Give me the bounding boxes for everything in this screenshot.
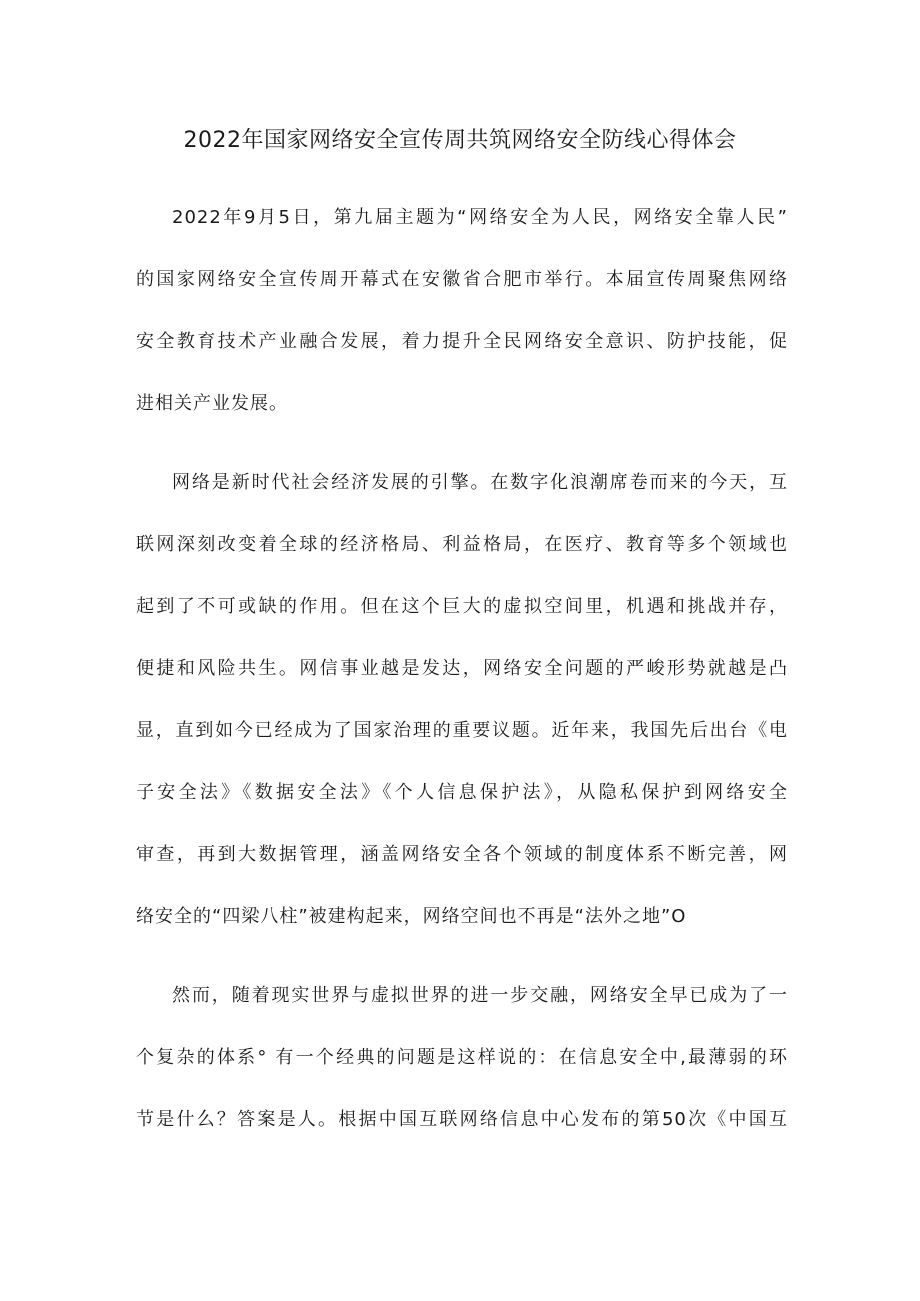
paragraph-line: 审查，再到大数据管理，涵盖网络安全各个领域的制度体系不断完善，网 <box>136 844 788 865</box>
paragraph-line: 进相关产业发展。 <box>136 393 288 414</box>
paragraph-line: 2022年9月5日，第九届主题为“网络安全为人民，网络安全靠人民” <box>172 207 788 228</box>
paragraph-line: 起到了不可或缺的作用。但在这个巨大的虚拟空间里，机遇和挑战并存， <box>136 596 788 617</box>
paragraph-line: 的国家网络安全宣传周开幕式在安徽省合肥市举行。本届宣传周聚焦网络 <box>136 269 788 290</box>
paragraph-line: 网络是新时代社会经济发展的引擎。在数字化浪潮席卷而来的今天，互 <box>172 472 788 493</box>
paragraph-line: 子安全法》《数据安全法》《个人信息保护法》，从隐私保护到网络安全 <box>136 782 788 803</box>
paragraph-line: 显，直到如今已经成为了国家治理的重要议题。近年来，我国先后出台《电 <box>136 720 788 741</box>
document-title: 2022年国家网络安全宣传周共筑网络安全防线心得体会 <box>183 128 737 153</box>
paragraph-line: 络安全的“四梁八柱”被建构起来，网络空间也不再是“法外之地”O <box>136 906 687 927</box>
paragraph-line: 联网深刻改变着全球的经济格局、利益格局，在医疗、教育等多个领域也 <box>136 534 788 555</box>
paragraph-line: 个复杂的体系° 有一个经典的问题是这样说的：在信息安全中,最薄弱的环 <box>136 1047 788 1068</box>
paragraph-line: 便捷和风险共生。网信事业越是发达，网络安全问题的严峻形势就越是凸 <box>136 658 788 679</box>
paragraph-line: 然而，随着现实世界与虚拟世界的进一步交融，网络安全早已成为了一 <box>172 985 788 1006</box>
paragraph-line: 节是什么？答案是人。根据中国互联网络信息中心发布的第50次《中国互 <box>136 1109 788 1130</box>
paragraph-line: 安全教育技术产业融合发展，着力提升全民网络安全意识、防护技能，促 <box>136 331 788 352</box>
